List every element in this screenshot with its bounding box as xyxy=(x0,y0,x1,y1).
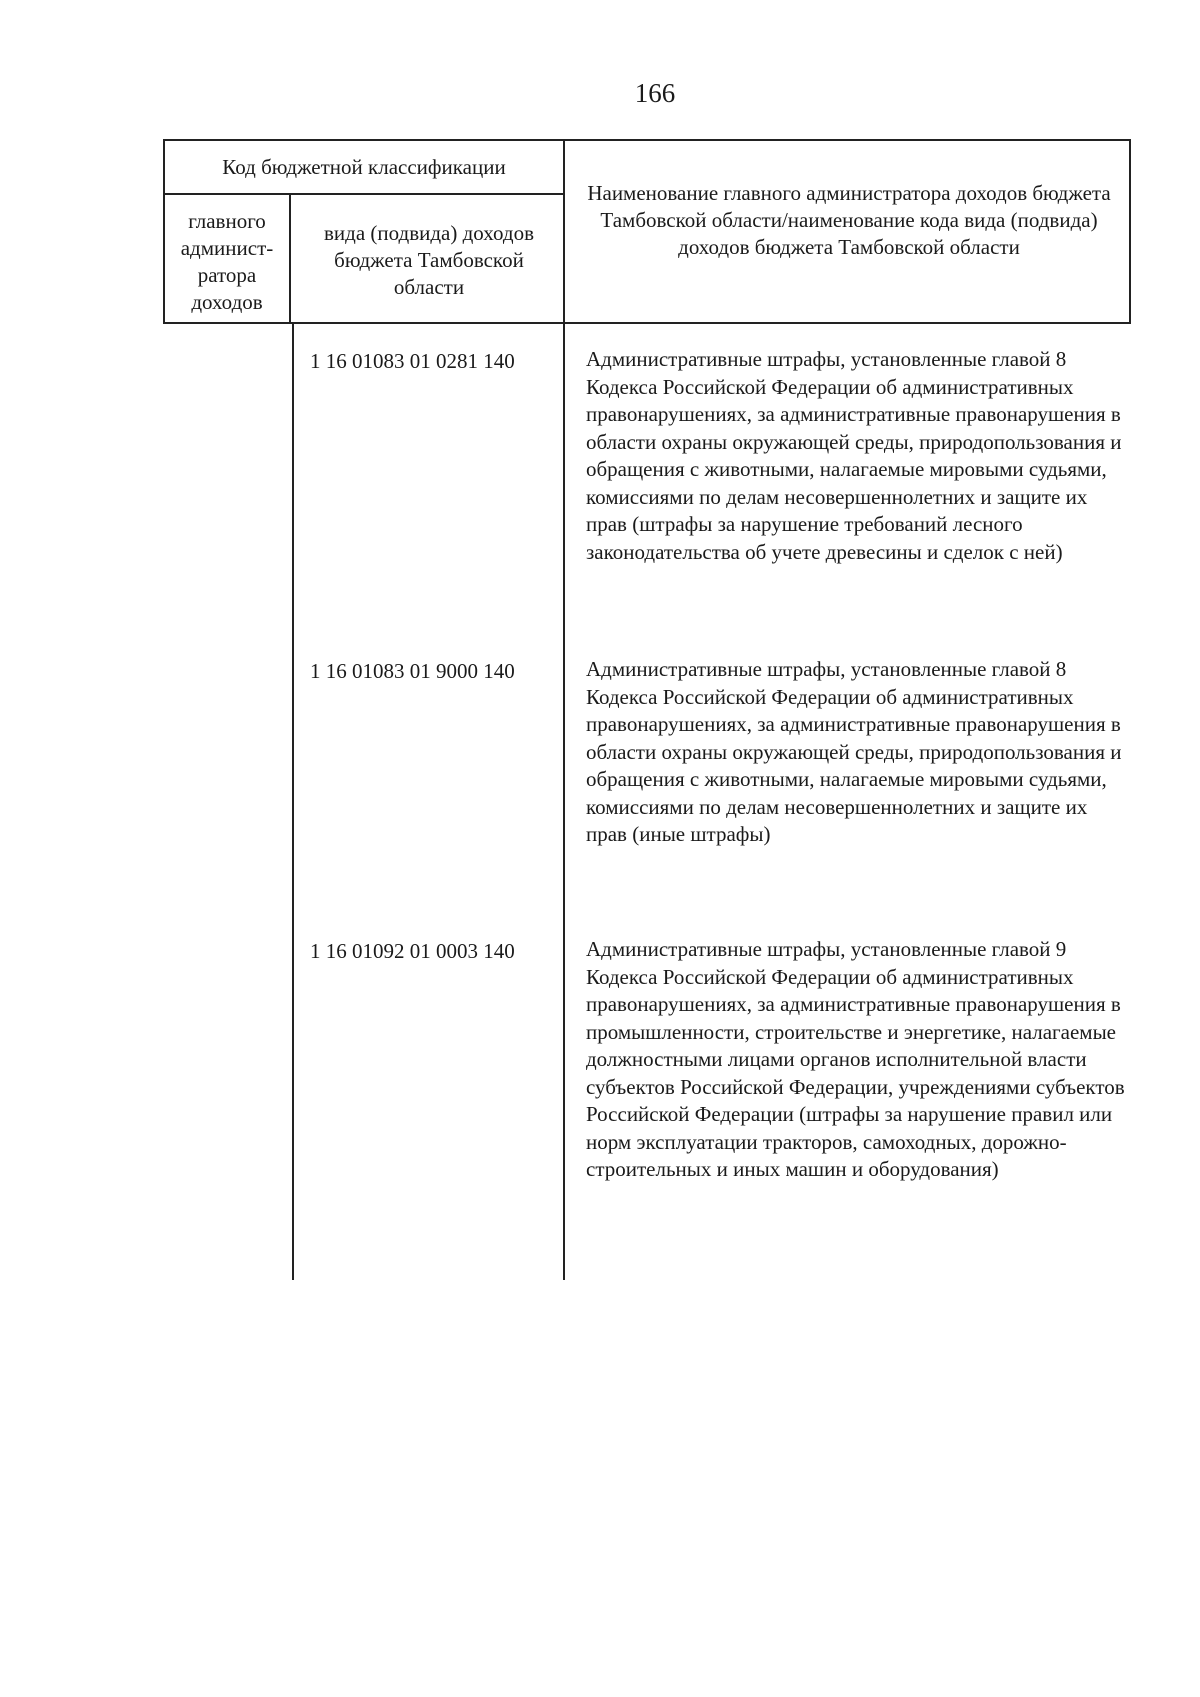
column-divider-2 xyxy=(563,139,565,1280)
table-row-code: 1 16 01092 01 0003 140 xyxy=(310,939,515,963)
table-row-description: Административные штрафы, установленные главой 9 Кодекса Российской Федерации об административных правонарушениях, за административные правонарушения в промышленности, строительстве и энергетике, налагаемые должностными лицами органов исполнительной власти субъектов Российской Федерации, учреждениями субъектов Российской Федерации (штрафы за нарушение правил или норм эксплуатации тракторов, самоходных, дорожно-строительных и иных машин и оборудования) xyxy=(586,937,1125,1181)
column-divider-1-header xyxy=(289,193,291,324)
table-row-code: 1 16 01083 01 9000 140 xyxy=(310,659,515,683)
header-col-name: Наименование главного администратора доходов бюджета Тамбовской области/наименование кода вида (подвида) доходов бюджета Тамбовской области xyxy=(587,181,1111,259)
table-row-description: Административные штрафы, установленные главой 8 Кодекса Российской Федерации об административных правонарушениях, за административные правонарушения в области охраны окружающей среды, природопользования и обращения с животными, налагаемые мировыми судьями, комиссиями по делам несовершеннолетних и защите их прав (штрафы за нарушение требований лесного законодательства об учете древесины и сделок с ней) xyxy=(586,347,1122,564)
table-border-header-bottom xyxy=(163,322,1131,324)
table-row-code: 1 16 01083 01 0281 140 xyxy=(310,349,515,373)
header-col-code: вида (подвида) доходов бюджета Тамбовской области xyxy=(324,221,534,299)
column-divider-1-body xyxy=(292,322,294,1280)
page-number: 166 xyxy=(634,78,676,108)
table-border-top xyxy=(163,139,1131,141)
header-group-title: Код бюджетной классификации xyxy=(222,155,506,179)
table-group-divider xyxy=(163,193,564,195)
table-border-right xyxy=(1129,139,1131,324)
header-col-admin: главного админист-ратора доходов xyxy=(180,209,274,314)
table-row-description: Административные штрафы, установленные главой 8 Кодекса Российской Федерации об административных правонарушениях, за административные правонарушения в области охраны окружающей среды, природопользования и обращения с животными, налагаемые мировыми судьями, комиссиями по делам несовершеннолетних и защите их прав (иные штрафы) xyxy=(586,657,1122,846)
